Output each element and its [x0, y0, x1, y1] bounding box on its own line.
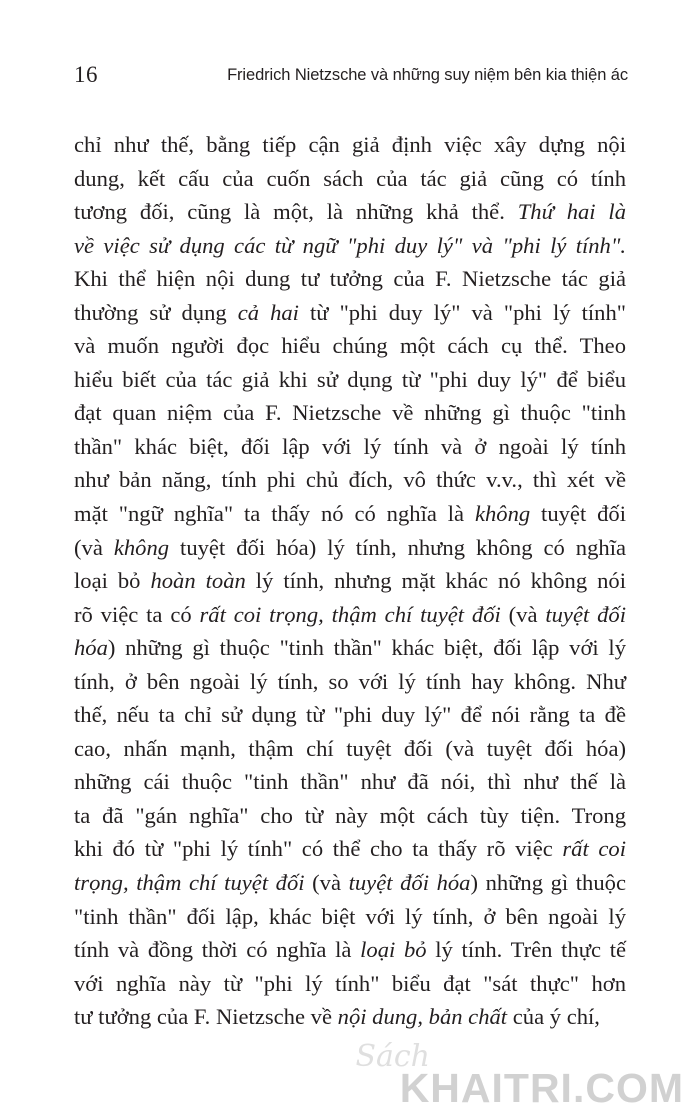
text-run: đạt quan niệm của F. Nietzsche về những gì thuộc "tinh — [74, 400, 626, 426]
text-run: rõ việc ta có — [74, 601, 200, 627]
text-run: tuyệt đối hóa) lý tính, nhưng không có nghĩa — [169, 534, 626, 560]
text-line — [74, 866, 626, 900]
page-number: 16 — [74, 62, 98, 87]
text-run: ) những gì thuộc — [470, 870, 626, 896]
italic-text: cả hai — [237, 299, 299, 325]
text-line — [74, 799, 626, 833]
text-run: loại bỏ — [74, 568, 151, 594]
text-run: khi đó từ "phi lý tính" có thể cho ta thấy rõ việc — [74, 836, 563, 862]
text-run: những cái thuộc "tinh thần" như đã nói, thì như thế là — [74, 769, 626, 795]
text-run: như bản năng, tính phi chủ đích, vô thức v.v., thì xét về — [74, 467, 626, 493]
text-run: với nghĩa này từ "phi lý tính" biểu đạt "sát thực" hơn — [74, 970, 626, 996]
text-run: thế, nếu ta chỉ sử dụng từ "phi duy lý" để nói rằng ta đề — [74, 702, 626, 728]
italic-text: Thứ hai là — [517, 199, 626, 225]
watermark-logo — [0, 1039, 700, 1120]
italic-text: về việc sử dụng các từ ngữ "phi duy lý" và "phi lý tính". — [74, 232, 626, 258]
text-run: (và — [74, 534, 114, 560]
text-run: tính, ở bên ngoài lý tính, so với lý tính hay không. Như — [74, 668, 626, 694]
text-line — [74, 229, 626, 263]
text-line — [74, 1000, 626, 1034]
italic-text: tuyệt đối — [545, 601, 626, 627]
text-run: tư tưởng của F. Nietzsche về — [74, 1004, 338, 1030]
text-run: mặt "ngữ nghĩa" ta thấy nó có nghĩa là — [74, 501, 475, 527]
italic-text: nội dung, bản chất — [337, 1004, 508, 1030]
italic-text: trọng, thậm chí tuyệt đối — [74, 870, 305, 896]
italic-text: tuyệt đối hóa — [348, 870, 471, 896]
text-line — [74, 430, 626, 464]
text-line — [74, 162, 626, 196]
text-line — [74, 564, 626, 598]
text-run: lý tính, nhưng mặt khác nó không nói — [245, 568, 626, 594]
text-run: cao, nhấn mạnh, thậm chí tuyệt đối (và tuyệt đối hóa) — [74, 735, 626, 761]
text-run: ) những gì thuộc "tinh thần" khác biệt, đối lập với lý — [107, 635, 626, 661]
watermark-script-text: Sách — [355, 1039, 430, 1074]
text-run: và muốn người đọc hiểu chúng một cách cụ thể. Theo — [74, 333, 626, 359]
text-line — [74, 900, 626, 934]
text-run: "tinh thần" đối lập, khác biệt với lý tính, ở bên ngoài lý — [74, 903, 626, 929]
italic-text: hóa — [74, 635, 108, 661]
italic-text: hoàn toàn — [150, 568, 246, 594]
text-run: thường sử dụng — [74, 299, 238, 325]
text-line — [74, 531, 626, 565]
page-header — [0, 60, 700, 92]
text-line — [74, 765, 626, 799]
text-line — [74, 463, 626, 497]
text-line — [74, 329, 626, 363]
watermark-brand-text: KHAITRI.COM — [399, 1065, 684, 1111]
text-line — [74, 832, 626, 866]
italic-text: rất coi trọng, thậm chí tuyệt đối — [199, 601, 501, 627]
text-line — [74, 631, 626, 665]
text-run: (và — [500, 601, 546, 627]
body-text — [74, 128, 626, 1034]
text-line — [74, 698, 626, 732]
text-run: từ "phi duy lý" và "phi lý tính" — [298, 299, 626, 325]
text-run: tuyệt đối — [530, 501, 626, 527]
text-line — [74, 665, 626, 699]
text-run: (và — [304, 870, 349, 896]
text-line — [74, 128, 626, 162]
text-run: của ý chí, — [507, 1004, 600, 1030]
text-run: dung, kết cấu của cuốn sách của tác giả cũng có tính — [74, 165, 626, 191]
italic-text: rất coi — [562, 836, 626, 862]
text-line — [74, 262, 626, 296]
text-line — [74, 967, 626, 1001]
text-line — [74, 732, 626, 766]
text-run: chỉ như thế, bằng tiếp cận giả định việc xây dựng nội — [74, 132, 626, 157]
text-run: ta đã "gán nghĩa" cho từ này một cách tùy tiện. Trong — [74, 802, 626, 828]
text-line — [74, 363, 626, 397]
text-line — [74, 598, 626, 632]
text-run: tương đối, cũng là một, là những khả thể. — [74, 199, 518, 225]
text-run: hiểu biết của tác giả khi sử dụng từ "phi duy lý" để biểu — [74, 366, 626, 392]
text-run: thần" khác biệt, đối lập với lý tính và ở ngoài lý tính — [74, 433, 626, 459]
text-line — [74, 497, 626, 531]
running-title: Friedrich Nietzsche và những suy niệm bên kia thiện ác — [227, 66, 628, 84]
italic-text: không — [474, 501, 531, 527]
text-run: tính và đồng thời có nghĩa là — [74, 937, 361, 963]
text-run: lý tính. Trên thực tế — [426, 937, 627, 963]
italic-text: không — [113, 534, 170, 560]
text-line — [74, 195, 626, 229]
text-run: Khi thể hiện nội dung tư tưởng của F. Nietzsche tác giả — [74, 266, 626, 292]
text-line — [74, 933, 626, 967]
italic-text: loại bỏ — [360, 937, 427, 963]
text-line — [74, 296, 626, 330]
text-line — [74, 396, 626, 430]
